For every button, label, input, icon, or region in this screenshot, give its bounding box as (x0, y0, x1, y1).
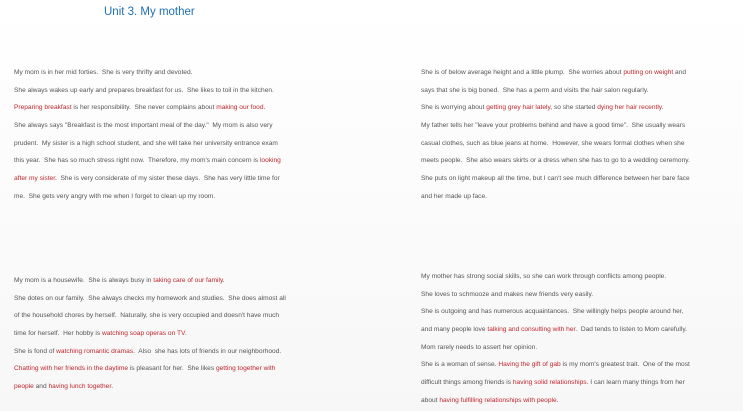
text-line (14, 188, 281, 206)
text-segment: and (33, 383, 49, 391)
highlighted-phrase: Chatting with her friends in the daytime (14, 365, 128, 373)
text-line (421, 152, 690, 170)
text-segment: says that she is big boned. She has a perm and visits the hair salon regularly. (421, 86, 649, 94)
text-line (421, 321, 690, 339)
text-segment: . (222, 277, 225, 284)
text-segment: is pleasant for her. She likes (127, 365, 216, 373)
text-line (421, 170, 690, 188)
text-segment: She is outgoing and has numerous acquaintances. She willingly helps people around her, (421, 308, 684, 316)
text-segment: . (184, 330, 187, 338)
text-line (14, 152, 281, 170)
paragraph-block-1 (14, 64, 281, 206)
text-segment: She loves to schmooze and makes new friends very easily. (421, 290, 594, 298)
text-line (14, 64, 281, 82)
text-segment: . Dad tends to listen to Mom carefully. (575, 326, 687, 334)
text-segment: . (556, 396, 559, 404)
text-line (421, 374, 690, 392)
text-line (421, 82, 690, 100)
text-segment: She is worrying about (421, 104, 487, 112)
text-segment: of the household chores by herself. Naturally, she is very occupied and doesn't have much (14, 312, 280, 320)
text-segment: is my mom's greatest trait. One of the most (560, 361, 690, 369)
highlighted-phrase: Having the gift of gab (498, 361, 561, 369)
text-line (14, 307, 286, 325)
text-line (421, 356, 690, 374)
highlighted-phrase: after my sister. (14, 175, 57, 183)
text-line (421, 286, 690, 304)
text-segment: My mom is a housewife. She is always busy in (14, 277, 154, 284)
text-segment: My mother has strong social skills, so she can work through conflicts among people. (421, 273, 667, 280)
highlighted-phrase: people (14, 383, 34, 391)
text-segment: me. She gets very angry with me when I forget to clean up my room. (14, 192, 216, 200)
highlighted-phrase: putting on weight (623, 69, 674, 76)
text-segment: Mom rarely needs to assert her opinion. (421, 343, 538, 351)
highlighted-phrase: watching romantic dramas (56, 347, 134, 355)
text-line (14, 378, 286, 396)
text-segment: this year. She has so much stress right now. Therefore, my mom's main concern is (14, 157, 260, 165)
text-segment: She always wakes up early and prepares breakfast for us. She likes to toil in the kitchen. (14, 86, 274, 94)
highlighted-phrase: dying her hair recently (597, 104, 662, 112)
text-line (14, 325, 286, 343)
text-segment: prudent. My sister is a high school student, and she will take her university entrance exam (14, 139, 278, 147)
highlighted-phrase: getting together with (215, 365, 276, 373)
text-segment: . Also she has lots of friends in our neighborhood. (133, 347, 282, 355)
text-segment: . I can learn many things from her (586, 379, 685, 387)
text-line (421, 135, 690, 153)
highlighted-phrase: making our food. (216, 104, 266, 112)
text-line (421, 117, 690, 135)
text-segment: casual clothes, such as blue jeans at home. However, she wears formal clothes when she (421, 139, 685, 147)
text-line (421, 64, 690, 82)
highlighted-phrase: watching soap operas on TV (101, 330, 185, 338)
highlighted-phrase: talking and consulting with her (487, 326, 576, 334)
paragraph-block-2 (421, 64, 690, 206)
text-line (14, 99, 281, 117)
text-line (421, 303, 690, 321)
text-line (14, 82, 281, 100)
text-line (14, 170, 281, 188)
text-line (14, 360, 286, 378)
text-segment: My mom is in her mid forties. She is very thrifty and devoted. (14, 69, 193, 76)
text-line (421, 339, 690, 357)
highlighted-phrase: having solid relationships (512, 379, 587, 387)
text-segment: is her responsibility. She never complains about (71, 104, 217, 112)
text-line (14, 117, 281, 135)
text-segment: She is a woman of sense. (421, 361, 499, 369)
text-segment: She is very considerate of my sister these days. She has very little time for (56, 175, 280, 183)
text-segment: She dotes on our family. She always checks my homework and studies. She does almost all (14, 294, 286, 302)
text-segment: time for herself. Her hobby is (14, 330, 102, 338)
text-segment: meets people. She also wears skirts or a dress when she has to go to a wedding ceremony. (421, 157, 690, 165)
text-segment: and many people love (421, 326, 488, 334)
highlighted-phrase: having fulfilling relationships with people (439, 396, 557, 404)
text-segment: , so she started (550, 104, 598, 112)
text-segment: . (661, 104, 664, 112)
text-line (14, 343, 286, 361)
text-segment: She always says "Breakfast is the most important meal of the day." My mom is also very (14, 122, 273, 130)
text-line (14, 135, 281, 153)
text-line (14, 272, 286, 290)
text-segment: . (111, 383, 114, 391)
page-title: Unit 3. My mother (104, 6, 195, 18)
highlighted-phrase: having lunch together (48, 383, 112, 391)
text-segment: and her made up face. (421, 192, 487, 200)
text-segment: She puts on light makeup all the time, but I can't see much difference between her bare face (421, 175, 690, 183)
paragraph-block-3 (14, 272, 286, 396)
text-segment: She is fond of (14, 347, 57, 355)
text-segment: difficult things among friends is (421, 379, 513, 387)
highlighted-phrase: getting grey hair lately (486, 104, 551, 112)
text-segment: My father tells her "leave your problems behind and have a good time". She usually wears (421, 122, 686, 130)
paragraph-block-4 (421, 268, 690, 410)
text-line (421, 188, 690, 206)
text-segment: and (673, 69, 687, 76)
text-line (421, 392, 690, 410)
highlighted-phrase: looking (259, 157, 281, 165)
text-line (14, 290, 286, 308)
text-segment: She is of below average height and a little plump. She worries about (421, 69, 624, 76)
text-line (421, 99, 690, 117)
text-line (421, 268, 690, 286)
highlighted-phrase: Preparing breakfast (14, 104, 72, 112)
highlighted-phrase: taking care of our family (153, 277, 223, 284)
text-segment: about (421, 396, 440, 404)
